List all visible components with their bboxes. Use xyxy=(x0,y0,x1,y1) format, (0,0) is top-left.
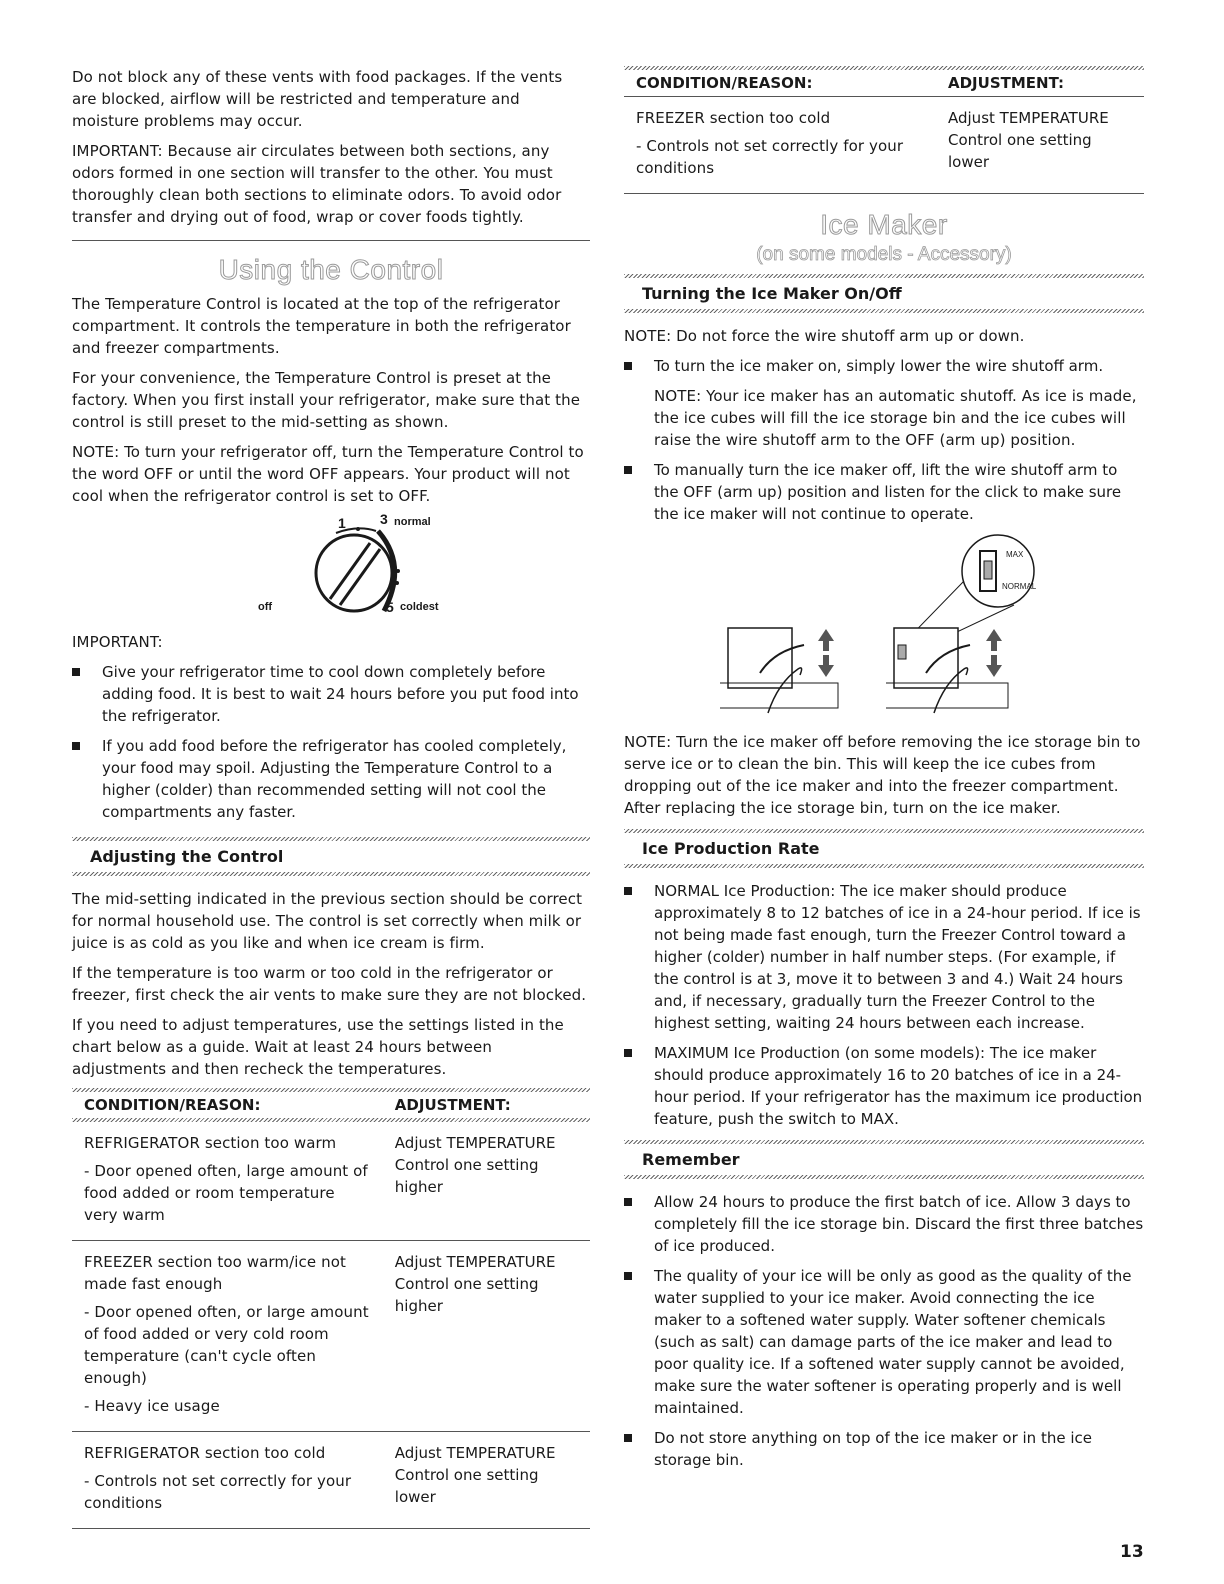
section-divider xyxy=(72,240,590,241)
dial-label-5: 5 xyxy=(386,599,394,615)
ice-production-heading: Ice Production Rate xyxy=(642,839,820,858)
left-column xyxy=(72,66,590,1529)
using-control-heading: Using the Control xyxy=(218,254,444,285)
dial-label-coldest: coldest xyxy=(400,601,439,613)
dial-label-3: 3 xyxy=(380,511,388,527)
bullet-square-icon xyxy=(624,1198,632,1206)
reason-text: - Controls not set correctly for your conditions xyxy=(636,137,904,177)
list-item: The quality of your ice will be only as good as the quality of the water supplied to your ice maker. Avoid connecting the ice maker to a softened water supply. Water softener chemicals (such as salt) can damage parts of the ice maker and lead to poor quality ice. If a softened water supply cannot be avoided, make sure the water softener is operating properly and is well maintained. xyxy=(624,1265,1144,1419)
condition-text: FREEZER section too warm/ice not made fast enough xyxy=(84,1253,346,1293)
table-header-row xyxy=(72,1092,590,1118)
important-list xyxy=(72,661,590,823)
turning-on-off-heading: Turning the Ice Maker On/Off xyxy=(642,284,902,303)
reason-text: - Heavy ice usage xyxy=(84,1397,220,1415)
remember-heading: Remember xyxy=(642,1150,740,1169)
adjustment-column-header: ADJUSTMENT: xyxy=(936,70,1144,97)
adjustment-table-continued xyxy=(624,66,1144,194)
adjustment-cell: Adjust TEMPERATURE Control one setting lower xyxy=(383,1432,590,1529)
condition-text: REFRIGERATOR section too warm xyxy=(84,1134,337,1152)
table-row xyxy=(72,1241,590,1432)
condition-text: FREEZER section too cold xyxy=(636,109,831,127)
list-item: NORMAL Ice Production: The ice maker should produce approximately 8 to 12 batches of ice in a 24-hour period. If ice is not being made fast enough, turn the Freezer Control toward a higher (colder) number in half number steps. (For example, if the control is at 3, move it to between 3 and 4.) Wait 24 hours and, if necessary, gradually turn the Freezer Control to the highest setting, waiting 24 hours between each increase. xyxy=(624,880,1144,1034)
important-label: IMPORTANT: xyxy=(72,633,163,651)
dial-label-normal: normal xyxy=(394,516,431,528)
list-item: To turn the ice maker on, simply lower the wire shutoff arm. xyxy=(624,355,1144,377)
bullet-square-icon xyxy=(72,742,80,750)
list-item: Allow 24 hours to produce the first batch of ice. Allow 3 days to completely fill the ice storage bin. Discard the first three batches of ice produced. xyxy=(624,1191,1144,1257)
on-off-list-2 xyxy=(624,459,1144,525)
control-preset-paragraph: For your convenience, the Temperature Control is preset at the factory. When you first install your refrigerator, make sure that the control is still preset to the mid-setting as shown. xyxy=(72,369,581,431)
switch-label-max: MAX xyxy=(1006,550,1024,559)
hatch-divider xyxy=(624,1175,1144,1179)
ice-maker-subheading: (on some models - Accessory) xyxy=(756,244,1012,265)
condition-cell xyxy=(72,1122,383,1241)
list-item: MAXIMUM Ice Production (on some models): The ice maker should produce approximately 16 to 20 batches of ice in a 24-hour period. If your refrigerator has the maximum ice production feature, push the switch to MAX. xyxy=(624,1042,1144,1130)
right-column xyxy=(624,66,1144,1479)
adjustment-cell: Adjust TEMPERATURE Control one setting higher xyxy=(383,1122,590,1241)
bin-removal-note: NOTE: Turn the ice maker off before removing the ice storage bin to serve ice or to clean the bin. This will keep the ice cubes from dropping out of the ice maker and into the freezer compartment. After replacing the ice storage bin, turn on the ice maker. xyxy=(624,733,1141,817)
ice-maker-heading: Ice Maker xyxy=(820,209,948,240)
ice-maker-arm-figure xyxy=(708,533,1068,723)
production-list xyxy=(624,880,1144,1130)
list-item: To manually turn the ice maker off, lift the wire shutoff arm to the OFF (arm up) position and listen for the click to make sure the ice maker will not continue to operate. xyxy=(624,459,1144,525)
remember-list xyxy=(624,1191,1144,1471)
condition-column-header: CONDITION/REASON: xyxy=(84,1096,261,1114)
adjustment-cell: Adjust TEMPERATURE Control one setting higher xyxy=(383,1241,590,1432)
reason-text: - Controls not set correctly for your conditions xyxy=(84,1472,352,1512)
switch-label-normal: NORMAL xyxy=(1002,582,1037,591)
vents-paragraph: Do not block any of these vents with food packages. If the vents are blocked, airflow will be restricted and temperature and moisture problems may occur. xyxy=(72,68,563,130)
bullet-square-icon xyxy=(624,1272,632,1280)
bullet-square-icon xyxy=(624,1049,632,1057)
control-location-paragraph: The Temperature Control is located at the top of the refrigerator compartment. It controls the temperature in both the refrigerator and freezer compartments. xyxy=(72,295,571,357)
list-item: Do not store anything on top of the ice maker or in the ice storage bin. xyxy=(624,1427,1144,1471)
bullet-square-icon xyxy=(624,887,632,895)
auto-shutoff-note: NOTE: Your ice maker has an automatic shutoff. As ice is made, the ice cubes will fill the ice storage bin and the ice cubes will raise the wire shutoff arm to the OFF (arm up) position. xyxy=(654,387,1137,449)
list-item: Give your refrigerator time to cool down completely before adding food. It is best to wait 24 hours before you put food into the refrigerator. xyxy=(72,661,590,727)
dial-label-off: off xyxy=(258,601,273,613)
dial-label-1: 1 xyxy=(338,515,346,531)
hatch-divider xyxy=(72,872,590,876)
adjust-guide-paragraph: If you need to adjust temperatures, use the settings listed in the chart below as a guide. Wait at least 24 hours between adjustments and then recheck the temperatures. xyxy=(72,1016,564,1078)
condition-cell xyxy=(72,1241,383,1432)
temperature-dial-figure xyxy=(258,511,458,625)
list-item: If you add food before the refrigerator has cooled completely, your food may spoil. Adjusting the Temperature Control to a higher (colder) than recommended setting will not cool the compartments any faster. xyxy=(72,735,590,823)
table-row xyxy=(624,97,1144,194)
on-off-list xyxy=(624,355,1144,377)
table-row xyxy=(72,1432,590,1529)
hatch-divider xyxy=(624,309,1144,313)
force-note: NOTE: Do not force the wire shutoff arm up or down. xyxy=(624,327,1025,345)
page-number: 13 xyxy=(1120,1542,1144,1562)
table-row xyxy=(72,1122,590,1241)
condition-cell xyxy=(624,97,936,194)
turn-off-note: NOTE: To turn your refrigerator off, turn the Temperature Control to the word OFF or until the word OFF appears. Your product will not cool when the refrigerator control is set to OFF. xyxy=(72,443,584,505)
hatch-divider xyxy=(624,864,1144,868)
odor-important-paragraph: IMPORTANT: Because air circulates between both sections, any odors formed in one section will transfer to the other. You must thoroughly clean both sections to eliminate odors. To avoid odor transfer and drying out of food, wrap or cover foods tightly. xyxy=(72,142,562,226)
adjustment-table xyxy=(72,1088,590,1529)
adjustment-cell: Adjust TEMPERATURE Control one setting lower xyxy=(936,97,1144,194)
adjustment-column-header: ADJUSTMENT: xyxy=(394,1096,511,1114)
reason-text: - Door opened often, or large amount of food added or very cold room temperature (can't cycle often enough) xyxy=(84,1303,369,1387)
table-header-row xyxy=(624,70,1144,97)
condition-column-header: CONDITION/REASON: xyxy=(624,70,936,97)
bullet-square-icon xyxy=(624,466,632,474)
condition-text: REFRIGERATOR section too cold xyxy=(84,1444,326,1462)
bullet-square-icon xyxy=(72,668,80,676)
midsetting-paragraph: The mid-setting indicated in the previous section should be correct for normal household use. The control is set correctly when milk or juice is as cold as you like and when ice cream is firm. xyxy=(72,890,583,952)
bullet-square-icon xyxy=(624,362,632,370)
adjusting-control-heading: Adjusting the Control xyxy=(90,847,284,866)
condition-cell xyxy=(72,1432,383,1529)
reason-text: - Door opened often, large amount of food added or room temperature very warm xyxy=(84,1162,368,1224)
bullet-square-icon xyxy=(624,1434,632,1442)
too-warm-paragraph: If the temperature is too warm or too cold in the refrigerator or freezer, first check the air vents to make sure they are not blocked. xyxy=(72,964,587,1004)
